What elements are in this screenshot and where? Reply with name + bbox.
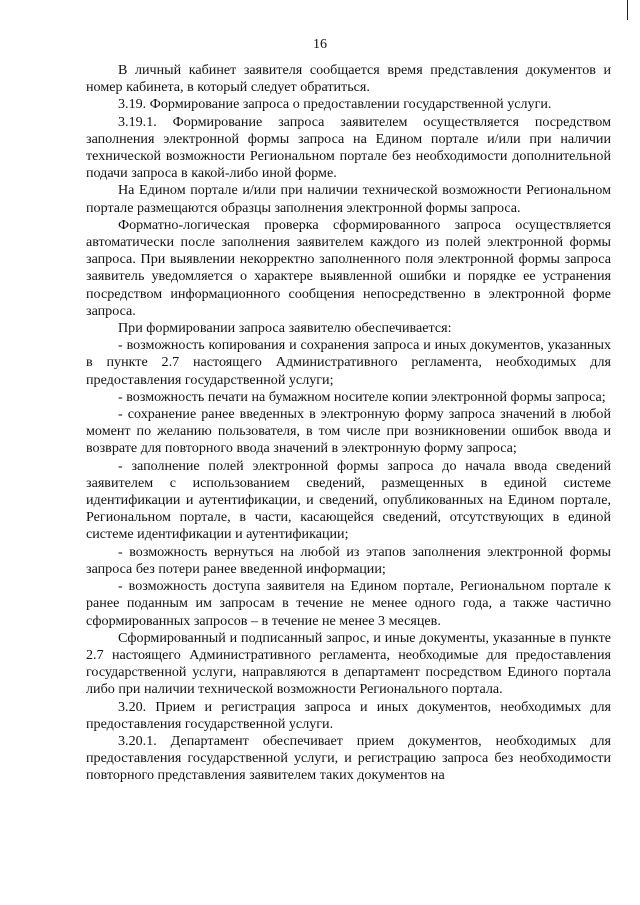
scan-edge-mark — [627, 0, 634, 20]
paragraph: При формировании запроса заявителю обеспечивается: — [118, 320, 452, 337]
list-item: - возможность печати на бумажном носителе копии электронной формы запроса; — [118, 388, 606, 405]
paragraph: На Едином портале и/или при наличии технической возможности Региональном портале размещаются образцы заполнения электронной формы запроса. — [86, 182, 611, 216]
paragraph: Форматно-логическая проверка сформированного запроса осуществляется автоматически после заполнения заявителем каждого из полей электронной формы запроса. При выявлении некорректно заполненного поля электронной формы запроса заявитель уведомляется о характере выявленной ошибки и порядке ее устранения посредством информационного сообщения непосредственно в электронной форме запроса. — [86, 216, 611, 319]
section-heading: 3.19. Формирование запроса о предоставлении государственной услуги. — [118, 96, 552, 113]
paragraph: 3.20.1. Департамент обеспечивает прием документов, необходимых для предоставления государственной услуги, и регистрацию запроса без необходимости повторного представления заявителем таких документов на — [86, 732, 611, 784]
page-number: 16 — [313, 37, 327, 52]
paragraph: В личный кабинет заявителя сообщается время представления документов и номер кабинета, в который следует обратиться. — [86, 62, 611, 96]
document-body — [86, 62, 611, 785]
list-item: - возможность копирования и сохранения запроса и иных документов, указанных в пункте 2.7 настоящего Административного регламента, необходимых для предоставления государственной услуги; — [86, 337, 611, 388]
list-item: - возможность вернуться на любой из этапов заполнения электронной формы запроса без потери ранее введенной информации; — [86, 543, 611, 577]
list-item: - возможность доступа заявителя на Едином портале, Региональном портале к ранее поданным им запросам в течение не менее одного года, а также частично сформированных запросов – в течение не менее 3 месяцев. — [86, 578, 611, 629]
list-item: - сохранение ранее введенных в электронную форму запроса значений в любой момент по желанию пользователя, в том числе при возникновении ошибок ввода и возврате для повторного ввода значений в электронную форму запроса; — [86, 406, 611, 457]
list-item: - заполнение полей электронной формы запроса до начала ввода сведений заявителем с использованием сведений, размещенных в единой системе идентификации и аутентификации, и сведений, опубликованных на Едином портале, Региональном портале, в части, касающейся сведений, отсутствующих в единой системе идентификации и аутентификации; — [86, 457, 611, 543]
paragraph: Сформированный и подписанный запрос, и иные документы, указанные в пункте 2.7 настоящего Административного регламента, необходимые для предоставления государственной услуги, направляются в департамент посредством Единого портала либо при наличии технической возможности Регионального портала. — [86, 629, 611, 698]
paragraph: 3.19.1. Формирование запроса заявителем осуществляется посредством заполнения электронной формы запроса на Едином портале и/или при наличии технической возможности Региональном портале без необходимости дополнительной подачи запроса в какой-либо иной форме. — [86, 113, 611, 182]
section-heading: 3.20. Прием и регистрация запроса и иных документов, необходимых для предоставления государственной услуги. — [86, 698, 611, 732]
